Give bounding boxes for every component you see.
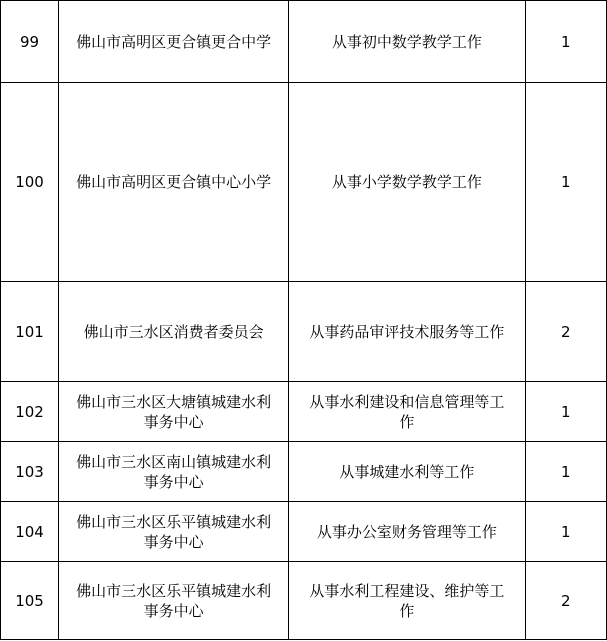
row-number: 101 — [1, 282, 59, 382]
row-number: 103 — [1, 442, 59, 502]
unit-name: 佛山市三水区南山镇城建水利 事务中心 — [59, 442, 289, 502]
headcount: 1 — [525, 83, 607, 282]
row-number: 104 — [1, 502, 59, 562]
headcount: 2 — [525, 562, 607, 640]
unit-name: 佛山市高明区更合镇中心小学 — [59, 83, 289, 282]
row-number: 99 — [1, 1, 59, 83]
headcount: 1 — [525, 382, 607, 442]
job-description: 从事办公室财务管理等工作 — [289, 502, 525, 562]
table-row — [1, 562, 607, 640]
row-number: 102 — [1, 382, 59, 442]
unit-name: 佛山市三水区消费者委员会 — [59, 282, 289, 382]
job-description: 从事初中数学教学工作 — [289, 1, 525, 83]
unit-name: 佛山市三水区乐平镇城建水利 事务中心 — [59, 562, 289, 640]
headcount: 1 — [525, 502, 607, 562]
unit-name: 佛山市三水区乐平镇城建水利 事务中心 — [59, 502, 289, 562]
table-row — [1, 282, 607, 382]
row-number: 100 — [1, 83, 59, 282]
job-description: 从事城建水利等工作 — [289, 442, 525, 502]
job-description: 从事水利建设和信息管理等工 作 — [289, 382, 525, 442]
unit-name: 佛山市高明区更合镇更合中学 — [59, 1, 289, 83]
row-number: 105 — [1, 562, 59, 640]
table-row — [1, 83, 607, 282]
job-description: 从事小学数学教学工作 — [289, 83, 525, 282]
table-row — [1, 1, 607, 83]
job-description: 从事水利工程建设、维护等工 作 — [289, 562, 525, 640]
unit-name: 佛山市三水区大塘镇城建水利 事务中心 — [59, 382, 289, 442]
table-row — [1, 382, 607, 442]
table-row — [1, 442, 607, 502]
headcount: 2 — [525, 282, 607, 382]
headcount: 1 — [525, 442, 607, 502]
headcount: 1 — [525, 1, 607, 83]
table-row — [1, 502, 607, 562]
job-description: 从事药品审评技术服务等工作 — [289, 282, 525, 382]
